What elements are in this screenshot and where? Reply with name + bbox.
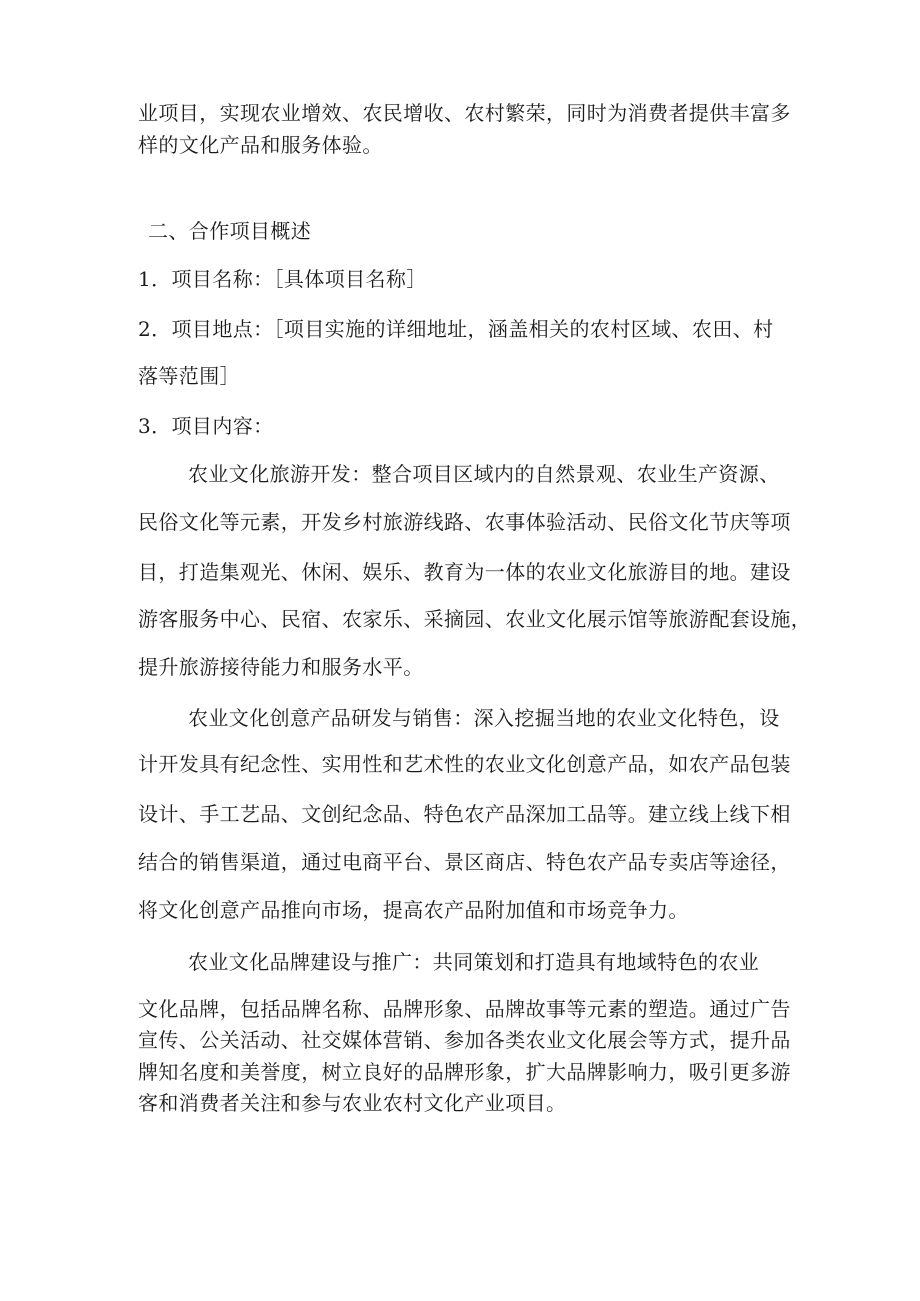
tourism-line-2: 民俗文化等元素，开发乡村旅游线路、农事体验活动、民俗文化节庆等项 [138, 510, 791, 534]
tourism-line-4: 游客服务中心、民宿、农家乐、采摘园、农业文化展示馆等旅游配套设施， [138, 607, 812, 631]
brand-line-5: 客和消费者关注和参与农业农村文化产业项目。 [138, 1091, 567, 1115]
brand-line-1: 农业文化品牌建设与推广：共同策划和打造具有地域特色的农业 [188, 950, 760, 974]
item-project-location-line-1: 2．项目地点：［项目实施的详细地址，涵盖相关的农村区域、农田、村 [138, 317, 774, 341]
brand-line-3: 宣传、公关活动、社交媒体营销、参加各类农业文化展会等方式，提升品 [138, 1028, 791, 1052]
brand-line-4: 牌知名度和美誉度，树立良好的品牌形象，扩大品牌影响力，吸引更多游 [138, 1060, 791, 1084]
tourism-line-5: 提升旅游接待能力和服务水平。 [138, 655, 424, 679]
intro-line-2: 样的文化产品和服务体验。 [138, 133, 383, 157]
brand-line-2: 文化品牌，包括品牌名称、品牌形象、品牌故事等元素的塑造。通过广告 [138, 997, 791, 1021]
creative-line-4: 结合的销售渠道，通过电商平台、景区商店、特色农产品专卖店等途径， [138, 850, 791, 874]
creative-line-5: 将文化创意产品推向市场，提高农产品附加值和市场竞争力。 [138, 898, 689, 922]
item-project-location-line-2: 落等范围］ [138, 364, 240, 388]
creative-line-2: 计开发具有纪念性、实用性和艺术性的农业文化创意产品，如农产品包装 [138, 752, 791, 776]
section-heading: 二、合作项目概述 [148, 219, 312, 243]
tourism-line-3: 目，打造集观光、休闲、娱乐、教育为一体的农业文化旅游目的地。建设 [138, 560, 791, 584]
item-project-name: 1．项目名称：［具体项目名称］ [138, 267, 427, 291]
intro-line-1: 业项目，实现农业增效、农民增收、农村繁荣，同时为消费者提供丰富多 [138, 101, 791, 125]
tourism-line-1: 农业文化旅游开发：整合项目区域内的自然景观、农业生产资源、 [188, 462, 780, 486]
item-project-content: 3．项目内容： [138, 414, 274, 438]
creative-line-3: 设计、手工艺品、文创纪念品、特色农产品深加工品等。建立线上线下相 [138, 802, 791, 826]
creative-line-1: 农业文化创意产品研发与销售：深入挖掘当地的农业文化特色，设 [188, 706, 780, 730]
